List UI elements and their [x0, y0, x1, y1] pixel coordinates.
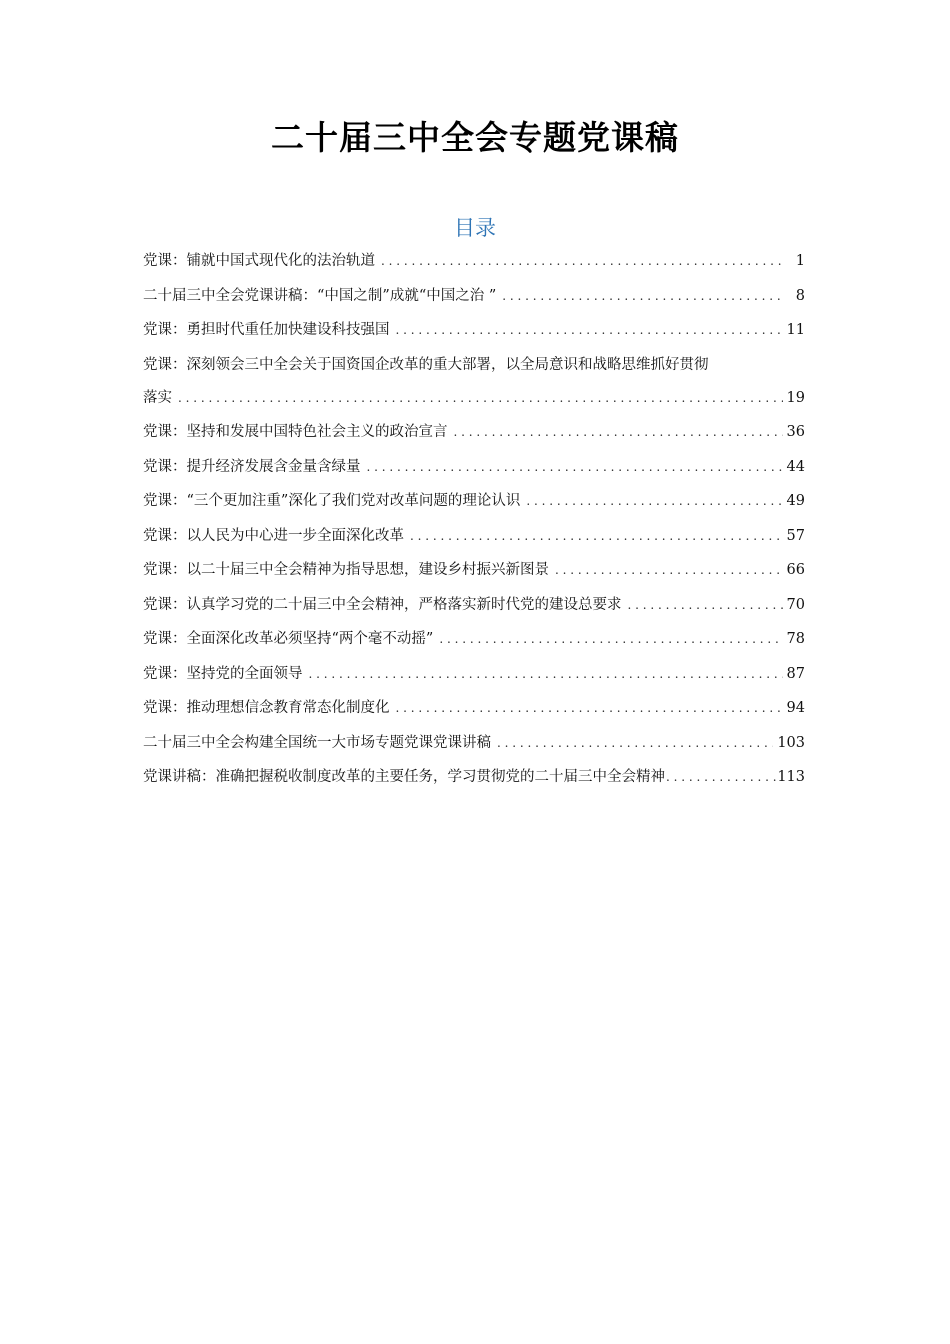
toc-leader-dots — [309, 664, 783, 684]
toc-leader-dots — [628, 595, 783, 615]
toc-entry-title: 党课：认真学习党的二十届三中全会精神，严格落实新时代党的建设总要求 — [143, 596, 622, 613]
toc-entry-page: 19 — [786, 389, 805, 406]
toc-entry[interactable] — [143, 560, 805, 580]
toc-entry[interactable] — [143, 595, 805, 615]
toc-entry-page: 36 — [786, 424, 805, 440]
toc-leader-dots — [178, 388, 783, 408]
toc-leader-dots — [410, 526, 783, 546]
toc-leader-dots — [396, 320, 783, 340]
toc-entry-title: 党课：铺就中国式现代化的法治轨道 — [143, 253, 375, 269]
page-title: 二十届三中全会专题党课稿 — [271, 118, 679, 157]
toc-entry-page: 8 — [795, 287, 805, 304]
toc-entry-title: 党课：提升经济发展含金量含绿量 — [143, 458, 361, 475]
toc-entry-page: 78 — [786, 631, 805, 647]
toc-entry-page: 70 — [786, 596, 805, 613]
toc-leader-dots — [555, 560, 783, 580]
toc-entry-title: 党课：“三个更加注重”深化了我们党对改革问题的理论认识 — [143, 493, 521, 509]
toc-leader-dots — [502, 286, 783, 306]
toc-entry-title: 党课：全面深化改革必须坚持“两个毫不动摇” — [143, 631, 434, 647]
toc-entry-page: 57 — [786, 527, 805, 544]
toc-entry-page: 49 — [786, 493, 805, 509]
toc-leader-dots — [367, 457, 783, 477]
table-of-contents — [143, 251, 805, 802]
toc-entry-page: 103 — [777, 734, 805, 751]
toc-entry-title: 党课：以二十届三中全会精神为指导思想，建设乡村振兴新图景 — [143, 562, 549, 578]
toc-entry-title-line1: 党课：深刻领会三中全会关于国资国企改革的重大部署，以全局意识和战略思维抓好贯彻 — [143, 356, 709, 373]
toc-leader-dots — [381, 251, 783, 271]
toc-entry[interactable] — [143, 491, 805, 511]
toc-entry-page: 66 — [786, 562, 805, 578]
toc-entry[interactable] — [143, 526, 805, 546]
toc-leader-dots — [526, 491, 782, 511]
toc-entry-page: 113 — [777, 769, 805, 785]
toc-entry[interactable] — [143, 767, 805, 787]
toc-entry[interactable] — [143, 422, 805, 442]
toc-entry[interactable] — [143, 698, 805, 718]
toc-entry[interactable] — [143, 286, 805, 306]
toc-entry[interactable] — [143, 629, 805, 649]
toc-leader-dots — [454, 422, 783, 442]
toc-leader-dots — [666, 767, 776, 787]
toc-entry-title: 党课讲稿：准确把握税收制度改革的主要任务，学习贯彻党的二十届三中全会精神 — [143, 769, 665, 785]
toc-entry-title: 二十届三中全会党课讲稿：“中国之制”成就“中国之治 ” — [143, 287, 497, 304]
toc-entry[interactable] — [143, 733, 805, 753]
toc-entry-page: 1 — [795, 253, 805, 269]
toc-leader-dots — [497, 733, 773, 753]
toc-leader-dots — [396, 698, 783, 718]
toc-entry-title: 党课：坚持和发展中国特色社会主义的政治宣言 — [143, 424, 448, 440]
toc-entry-title: 党课：坚持党的全面领导 — [143, 665, 303, 682]
toc-entry[interactable] — [143, 251, 805, 271]
toc-heading: 目录 — [454, 216, 496, 240]
toc-entry-page: 87 — [786, 665, 805, 682]
toc-entry-title: 落实 — [143, 389, 172, 406]
toc-entry[interactable] — [143, 320, 805, 340]
toc-entry-title: 党课：以人民为中心进一步全面深化改革 — [143, 527, 404, 544]
toc-entry-title: 二十届三中全会构建全国统一大市场专题党课党课讲稿 — [143, 734, 491, 751]
toc-entry-page: 94 — [786, 700, 805, 716]
toc-entry-title: 党课：推动理想信念教育常态化制度化 — [143, 700, 390, 716]
toc-entry[interactable] — [143, 457, 805, 477]
toc-entry-page: 44 — [786, 458, 805, 475]
toc-entry[interactable] — [143, 664, 805, 684]
toc-entry-page: 11 — [786, 322, 805, 338]
toc-entry[interactable] — [143, 355, 805, 408]
toc-leader-dots — [439, 629, 782, 649]
toc-entry-title: 党课：勇担时代重任加快建设科技强国 — [143, 322, 390, 338]
